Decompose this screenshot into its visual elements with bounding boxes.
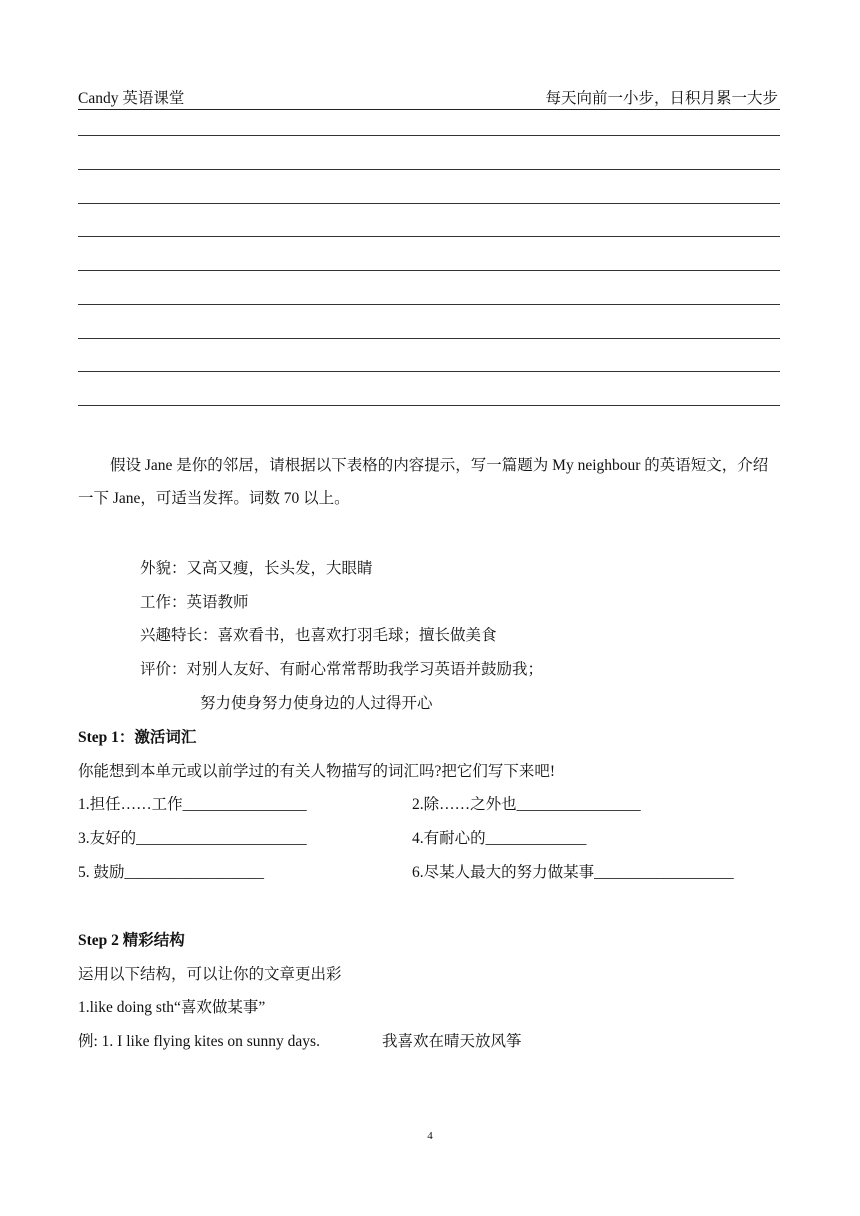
vocab-item-1[interactable]: 1.担任……工作________________ (78, 796, 307, 813)
writing-prompt: 假设 Jane 是你的邻居，请根据以下表格的内容提示，写一篇题为 My neighbour 的英语短文，介绍一下 Jane，可适当发挥。词数 70 以上。 (78, 457, 769, 507)
writing-line (78, 338, 780, 339)
step2-intro: 运用以下结构，可以让你的文章更出彩 (78, 966, 342, 983)
step1-intro: 你能想到本单元或以前学过的有关人物描写的词汇吗?把它们写下来吧! (78, 763, 556, 780)
structure-item: 1.like doing sth“喜欢做某事” (78, 999, 266, 1016)
vocab-item-6[interactable]: 6.尽某人最大的努力做某事__________________ (412, 864, 734, 881)
writing-line (78, 371, 780, 372)
vocab-item-5[interactable]: 5. 鼓励__________________ (78, 864, 265, 881)
vocab-item-4[interactable]: 4.有耐心的_____________ (412, 830, 587, 847)
vocab-item-3[interactable]: 3.友好的______________________ (78, 830, 307, 847)
info-evaluation: 评价：对别人友好、有耐心常常帮助我学习英语并鼓励我； (140, 661, 544, 678)
info-hobbies: 兴趣特长：喜欢看书，也喜欢打羽毛球；擅长做美食 (140, 627, 497, 644)
step2-title: Step 2 精彩结构 (78, 932, 185, 949)
header-right-motto: 每天向前一小步，日积月累一大步 (545, 90, 778, 107)
info-job: 工作：英语教师 (140, 594, 249, 611)
writing-line (78, 270, 780, 271)
info-appearance: 外貌：又高又瘦，长头发，大眼睛 (140, 560, 373, 577)
step1-title: Step 1：激活词汇 (78, 729, 197, 746)
info-evaluation-continued: 努力使身努力使身边的人过得开心 (200, 695, 433, 712)
writing-line (78, 203, 780, 204)
vocab-item-2[interactable]: 2.除……之外也________________ (412, 796, 641, 813)
header-rule (78, 109, 780, 110)
page-number: 4 (427, 1130, 433, 1142)
writing-line (78, 169, 780, 170)
header-left-title: Candy 英语课堂 (78, 90, 185, 107)
example-english: 例: 1. I like flying kites on sunny days. (78, 1033, 320, 1050)
example-chinese: 我喜欢在晴天放风筝 (382, 1033, 522, 1050)
writing-line (78, 405, 780, 406)
writing-line (78, 135, 780, 136)
writing-line (78, 304, 780, 305)
writing-line (78, 236, 780, 237)
